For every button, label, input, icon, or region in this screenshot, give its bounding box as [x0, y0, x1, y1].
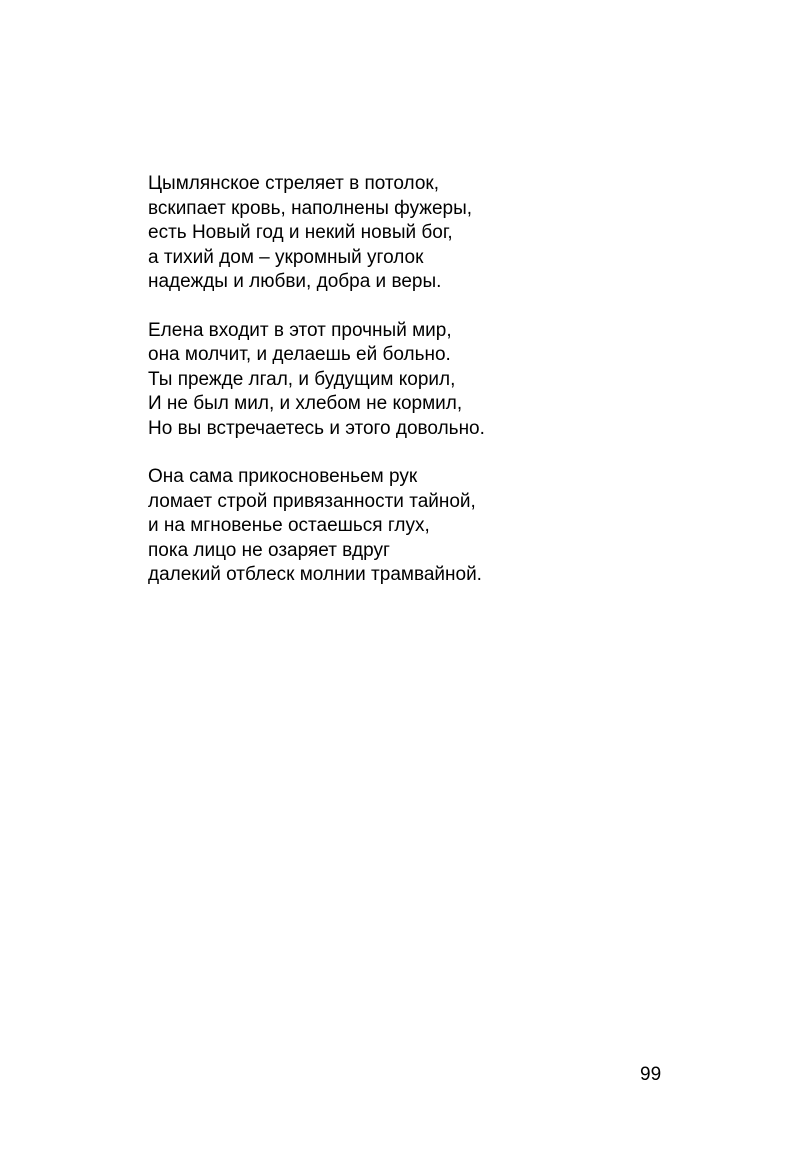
poem-line: Елена входит в этот прочный мир, — [148, 319, 452, 341]
poem-line: ломает строй привязанности тайной, — [148, 490, 476, 512]
poem-line: Но вы встречаетесь и этого довольно. — [148, 417, 485, 439]
poem-line: далекий отблеск молнии трамвайной. — [148, 564, 482, 585]
poem-line: надежды и любви, добра и веры. — [148, 271, 442, 292]
stanza-2 — [148, 319, 708, 442]
poem-line: она молчит, и делаешь ей больно. — [148, 344, 451, 365]
poem-line: Она сама прикосновеньем рук — [148, 466, 418, 487]
poem-line: И не был мил, и хлебом не кормил, — [148, 393, 463, 414]
poem-line: пока лицо не озаряет вдруг — [148, 539, 390, 561]
poem — [148, 172, 708, 612]
poem-line: и на мгновенье остаешься глух, — [148, 515, 430, 536]
page-number: 99 — [640, 1064, 662, 1085]
stanza-3 — [148, 465, 708, 588]
poem-line: Цымлянское стреляет в потолок, — [148, 173, 439, 194]
poem-line: а тихий дом – укромный уголок — [148, 246, 424, 268]
poem-line: вскипает кровь, наполнены фужеры, — [148, 197, 473, 219]
stanza-1 — [148, 172, 708, 295]
poem-line: Ты прежде лгал, и будущим корил, — [148, 368, 456, 390]
poem-line: есть Новый год и некий новый бог, — [148, 222, 453, 243]
